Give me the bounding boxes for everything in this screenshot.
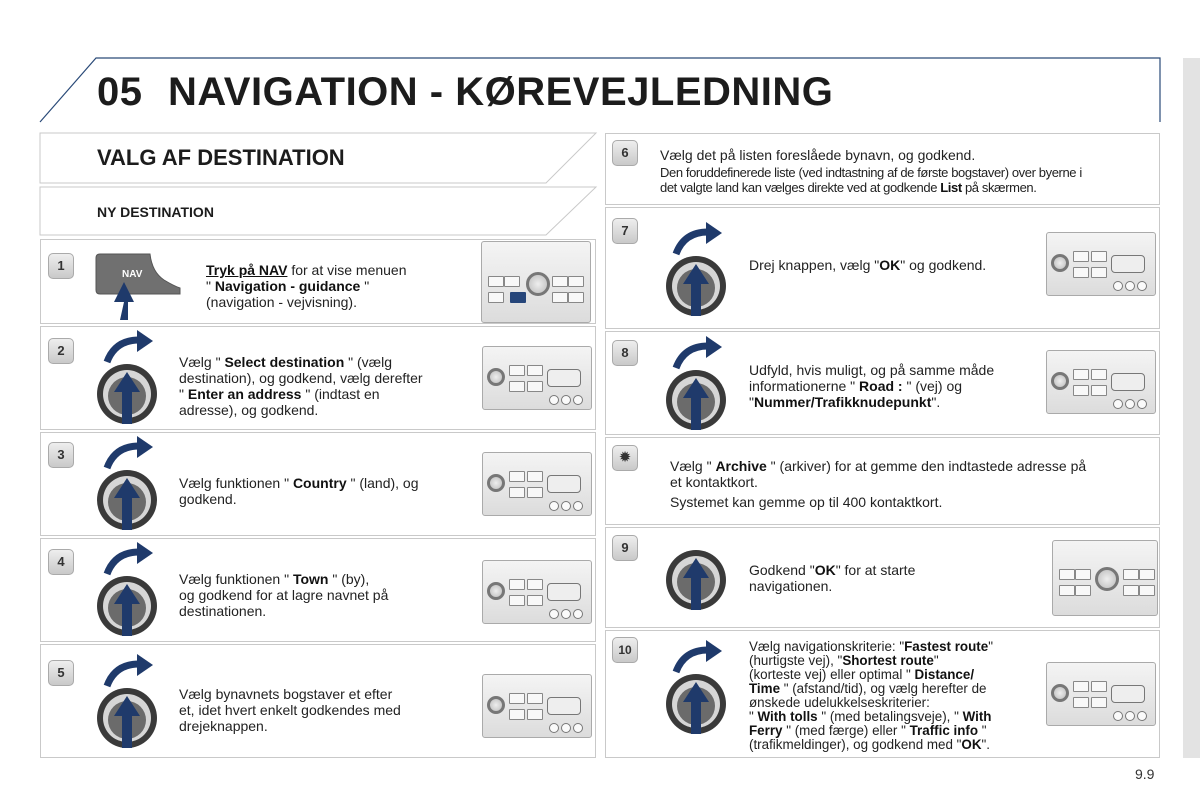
head-unit-thumbnail	[482, 346, 592, 410]
tip-text: Vælg " Archive " (arkiver) for at gemme den indtastede adresse på et kontaktkort. Systemet kan gemme op til 400 kontaktkort.	[670, 458, 1087, 510]
step-badge: 8	[612, 340, 638, 366]
head-unit-thumbnail	[482, 452, 592, 516]
page-title: NAVIGATION - KØREVEJLEDNING	[168, 70, 834, 114]
page-number: 9.9	[1135, 766, 1155, 782]
side-tab	[1183, 58, 1200, 758]
rotary-knob-icon	[95, 652, 160, 752]
rotary-knob-icon	[664, 638, 729, 738]
section-frames	[0, 0, 620, 240]
step-1-text: Tryk på NAV for at vise menuen " Navigation - guidance " (navigation - vejvisning).	[206, 262, 407, 310]
head-unit-thumbnail	[481, 241, 591, 323]
step-badge: 7	[612, 218, 638, 244]
step-badge: 10	[612, 637, 638, 663]
head-unit-thumbnail	[482, 560, 592, 624]
step-5-text: Vælg bynavnets bogstaver et efter et, idet hvert enkelt godkendes med drejeknappen.	[179, 686, 401, 734]
step-8-text: Udfyld, hvis muligt, og på samme måde informationerne " Road : " (vej) og "Nummer/Trafikknudepunkt".	[749, 362, 995, 410]
section-title: VALG AF DESTINATION	[97, 145, 345, 170]
rotary-knob-icon	[95, 434, 160, 534]
step-badge: 6	[612, 140, 638, 166]
step-badge: 5	[48, 660, 74, 686]
chapter-number: 05	[97, 70, 143, 114]
step-4-text: Vælg funktionen " Town " (by), og godkend for at lagre navnet på destinationen.	[179, 571, 389, 619]
step-badge: 1	[48, 253, 74, 279]
nav-key-icon	[94, 252, 184, 322]
section-subtitle: NY DESTINATION	[97, 204, 214, 220]
step-6-text: Vælg det på listen foreslåede bynavn, og godkend. Den foruddefinerede liste (ved indtastning af de første bogstaver) over byerne i det valgte land kan vælges direkte ved at godkende List på skærmen.	[660, 147, 1082, 195]
rotary-knob-icon	[95, 540, 160, 640]
step-badge: 2	[48, 338, 74, 364]
step-badge: 4	[48, 549, 74, 575]
step-badge: 3	[48, 442, 74, 468]
nav-key-label: NAV	[122, 269, 143, 280]
step-10-text: Vælg navigationskriterie: "Fastest route" (hurtigste vej), "Shortest route" (korteste vej) eller optimal " Distance/ Time " (afstand/tid), og vælg herefter de ønskede udelukkelseskriterier: " With tolls " (med betalingsveje), " With Ferry " (med færge) eller " Traffic info " (trafikmeldinger), og godkend med "OK".	[749, 639, 993, 752]
head-unit-thumbnail	[482, 674, 592, 738]
rotary-knob-icon	[664, 220, 729, 320]
confirm-knob-icon	[664, 540, 729, 620]
head-unit-thumbnail	[1046, 350, 1156, 414]
head-unit-thumbnail	[1046, 232, 1156, 296]
step-3-text: Vælg funktionen " Country " (land), og godkend.	[179, 475, 419, 507]
head-unit-thumbnail	[1052, 540, 1158, 616]
rotary-knob-icon	[95, 328, 160, 428]
step-7-text: Drej knappen, vælg "OK" og godkend.	[749, 257, 987, 273]
step-9-text: Godkend "OK" for at starte navigationen.	[749, 562, 916, 594]
step-2-text: Vælg " Select destination " (vælg destination), og godkend, vælg derefter " Enter an address " (indtast en adresse), og godkend.	[179, 354, 423, 418]
step-badge: 9	[612, 535, 638, 561]
tip-lightbulb-icon: ✹	[612, 445, 638, 471]
rotary-knob-icon	[664, 334, 729, 434]
head-unit-thumbnail	[1046, 662, 1156, 726]
